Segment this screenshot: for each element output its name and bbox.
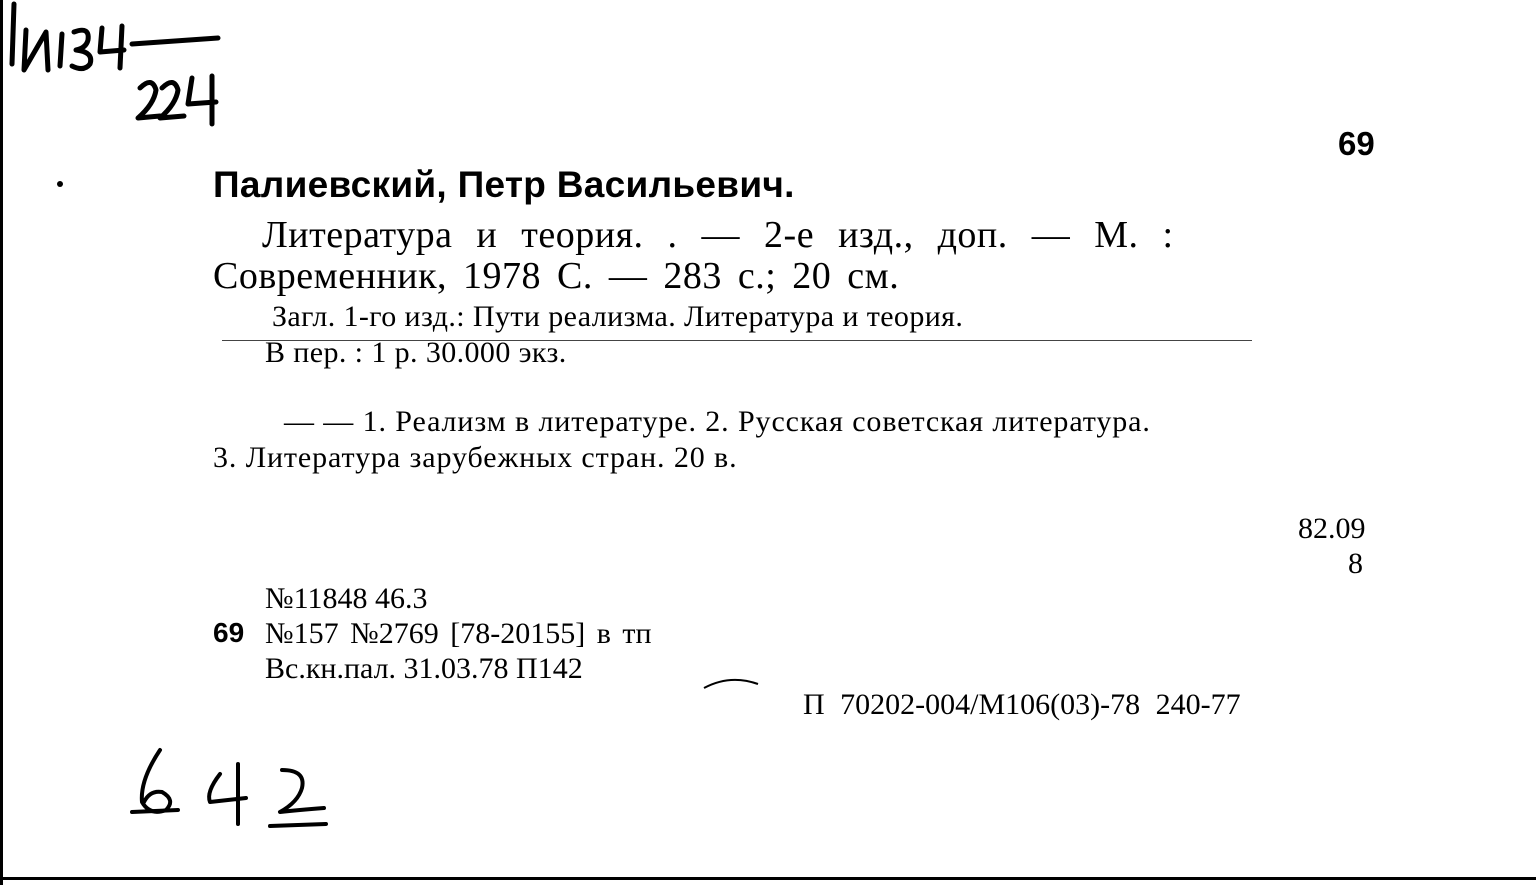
author-heading: Палиевский, Петр Васильевич. <box>213 164 795 205</box>
info-line-2: №157 №2769 [78-20155] в тп <box>265 617 652 650</box>
classification-line-1: 82.09 <box>1298 512 1366 545</box>
imprint-line: П 70202-004/М106(03)-78 240-77 <box>803 688 1241 721</box>
handwritten-number <box>120 740 350 840</box>
note-line-1: Загл. 1-го изд.: Пути реализма. Литература и теория. <box>272 300 964 333</box>
bullet-dot <box>56 180 66 188</box>
pen-stroke <box>702 672 762 692</box>
card-bottom-edge <box>0 877 1536 880</box>
info-line-3: Вс.кн.пал. 31.03.78 П142 <box>265 652 583 685</box>
subjects-line-2: 3. Литература зарубежных стран. 20 в. <box>213 441 738 474</box>
title-line-2: Современник, 1978 С. — 283 с.; 20 см. <box>213 255 900 297</box>
card-number: 69 <box>1338 125 1375 162</box>
info-line-1: №11848 46.3 <box>265 582 428 615</box>
subjects-line-1: — — 1. Реализм в литературе. 2. Русская советская литература. <box>284 405 1151 438</box>
note-line-2: В пер. : 1 р. 30.000 экз. <box>265 336 567 369</box>
classification-line-2: 8 <box>1348 547 1363 580</box>
handwritten-shelf-code <box>6 0 236 130</box>
info-line-2-prefix: 69 <box>213 617 245 648</box>
title-line-1: Литература и теория. . — 2-е изд., доп. — М. : <box>262 214 1174 256</box>
card-left-edge <box>0 0 3 885</box>
